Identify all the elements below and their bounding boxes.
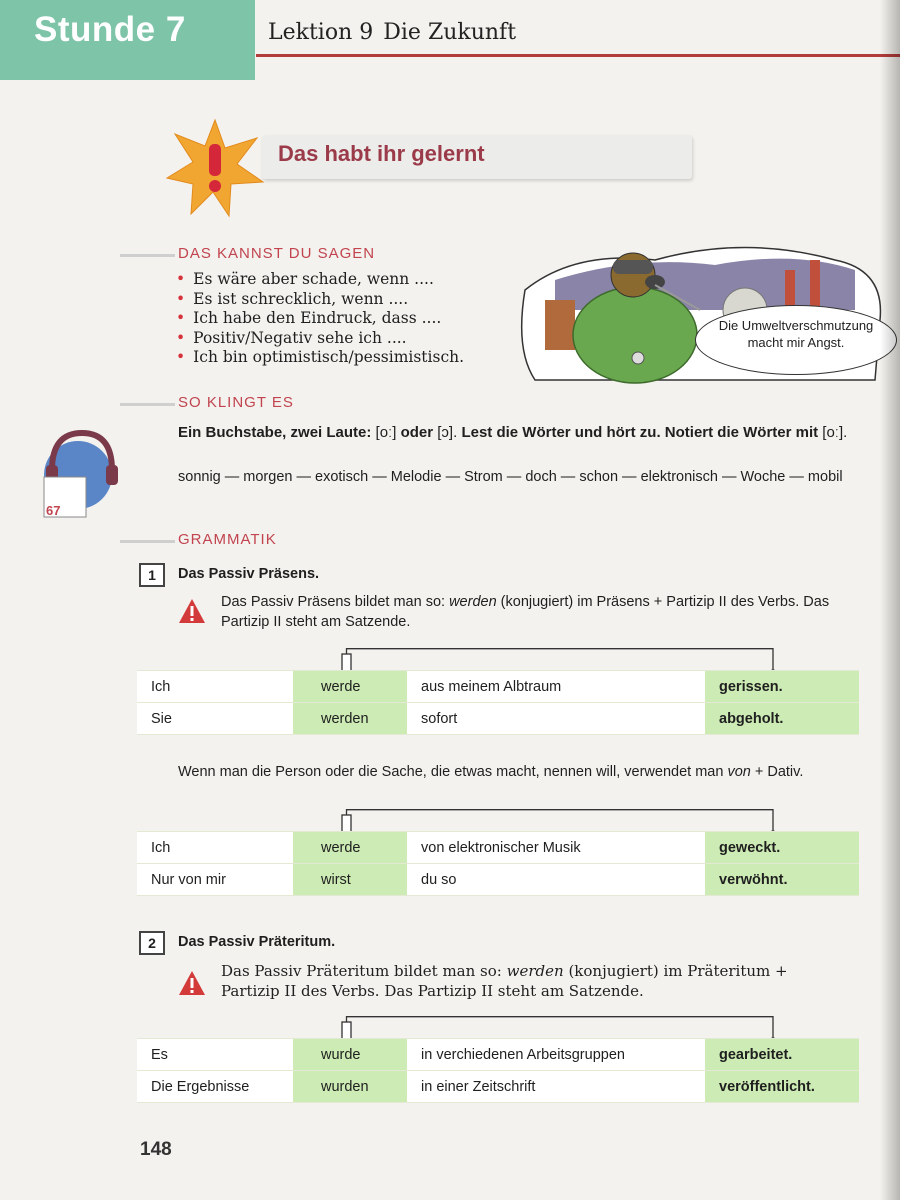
middle-cell: du so [407, 864, 705, 896]
note-part-a: Wenn man die Person oder die Sache, die etwas macht, nennen will, verwendet man [178, 764, 724, 780]
middle-cell: von elektronischer Musik [407, 832, 705, 864]
rule-text [221, 592, 841, 632]
participle-cell: veröffentlicht. [705, 1071, 859, 1103]
exercise-title: Das Passiv Präteritum. [178, 934, 336, 950]
exclamation-star-icon [165, 118, 265, 218]
note-emphasis: von [727, 764, 751, 780]
example-table [137, 1038, 859, 1103]
section-bar [120, 540, 175, 543]
table-row [137, 703, 859, 735]
exercise-number: 2 [139, 931, 165, 955]
stunde-label: Stunde 7 [34, 10, 186, 49]
phrase-item: • Ich habe den Eindruck, dass .... [176, 309, 464, 329]
lesson-title [268, 20, 526, 45]
instr-part2: Lest die Wörter und hört zu. Notiert die Wörter mit [461, 424, 819, 441]
example-table [137, 670, 859, 735]
subject-cell: Es [137, 1039, 293, 1071]
phrase-list [176, 270, 464, 368]
section-heading-kannst: DAS KANNST DU SAGEN [178, 245, 376, 262]
middle-cell: in einer Zeitschrift [407, 1071, 705, 1103]
phrase-item: • Es ist schrecklich, wenn .... [176, 290, 464, 310]
participle-cell: gearbeitet. [705, 1039, 859, 1071]
page-title: Das habt ihr gelernt [278, 141, 485, 166]
rule-part-b: (konjugiert) im Präsens + Partizip II des Verbs. Das Partizip II steht am Satzende. [221, 594, 830, 630]
rule-emphasis: werden [449, 594, 497, 610]
section-heading-klingt: SO KLINGT ES [178, 394, 294, 411]
warning-icon [178, 598, 206, 624]
track-number: 67 [46, 503, 61, 518]
rule-emphasis: werden [506, 962, 564, 980]
participle-cell: geweckt. [705, 832, 859, 864]
phrase-item: • Es wäre aber schade, wenn .... [176, 270, 464, 290]
von-note [178, 762, 838, 782]
table-row [137, 832, 859, 864]
word-list: sonnig — morgen — exotisch — Melodie — Strom — doch — schon — elektronisch — Woche — mobil [178, 469, 843, 485]
exercise-title: Das Passiv Präsens. [178, 566, 320, 582]
speech-text: Die Umweltverschmutzung macht mir Angst. [718, 318, 874, 350]
thema-label: Die Zukunft [383, 20, 517, 45]
subject-cell: Ich [137, 671, 293, 703]
participle-cell: verwöhnt. [705, 864, 859, 896]
phrase-item: • Ich bin optimistisch/pessimistisch. [176, 348, 464, 368]
middle-cell: sofort [407, 703, 705, 735]
table-row [137, 1071, 859, 1103]
sound-2: [ɔ]. [437, 424, 458, 441]
phrase-item: • Positiv/Negativ sehe ich .... [176, 329, 464, 349]
lektion-label: Lektion 9 [268, 20, 374, 45]
section-bar [120, 403, 175, 406]
section-heading-grammatik: GRAMMATIK [178, 531, 277, 548]
participle-cell: abgeholt. [705, 703, 859, 735]
sound-1: [oː] [375, 424, 397, 441]
middle-cell: in verchiedenen Arbeitsgruppen [407, 1039, 705, 1071]
page-edge-shadow [880, 0, 900, 1200]
subject-cell: Nur von mir [137, 864, 293, 896]
section-bar [120, 254, 175, 257]
exercise-number: 1 [139, 563, 165, 587]
sound-3: [oː]. [822, 424, 848, 441]
klingt-instruction [178, 423, 858, 443]
instr-part1: Ein Buchstabe, zwei Laute: [178, 424, 372, 441]
example-table [137, 831, 859, 896]
page-number: 148 [140, 1139, 172, 1160]
verb-cell: wurden [293, 1071, 407, 1103]
header-rule [256, 54, 900, 57]
table-row [137, 1039, 859, 1071]
warning-icon [178, 970, 206, 996]
rule-part-b: (konjugiert) im Präteritum + Partizip II des Verbs. Das Partizip II steht am Satzende. [221, 962, 788, 1000]
instr-oder: oder [400, 424, 434, 441]
rule-part-a: Das Passiv Präteritum bildet man so: [221, 962, 502, 980]
note-part-b: + Dativ. [754, 764, 804, 780]
participle-cell: gerissen. [705, 671, 859, 703]
subject-cell: Ich [137, 832, 293, 864]
verb-cell: werde [293, 671, 407, 703]
middle-cell: aus meinem Albtraum [407, 671, 705, 703]
subject-cell: Sie [137, 703, 293, 735]
verb-cell: werden [293, 703, 407, 735]
verb-cell: wurde [293, 1039, 407, 1071]
rule-part-a: Das Passiv Präsens bildet man so: [221, 594, 446, 610]
table-row [137, 864, 859, 896]
table-row [137, 671, 859, 703]
rule-text [221, 961, 841, 1001]
subject-cell: Die Ergebnisse [137, 1071, 293, 1103]
verb-cell: werde [293, 832, 407, 864]
verb-cell: wirst [293, 864, 407, 896]
